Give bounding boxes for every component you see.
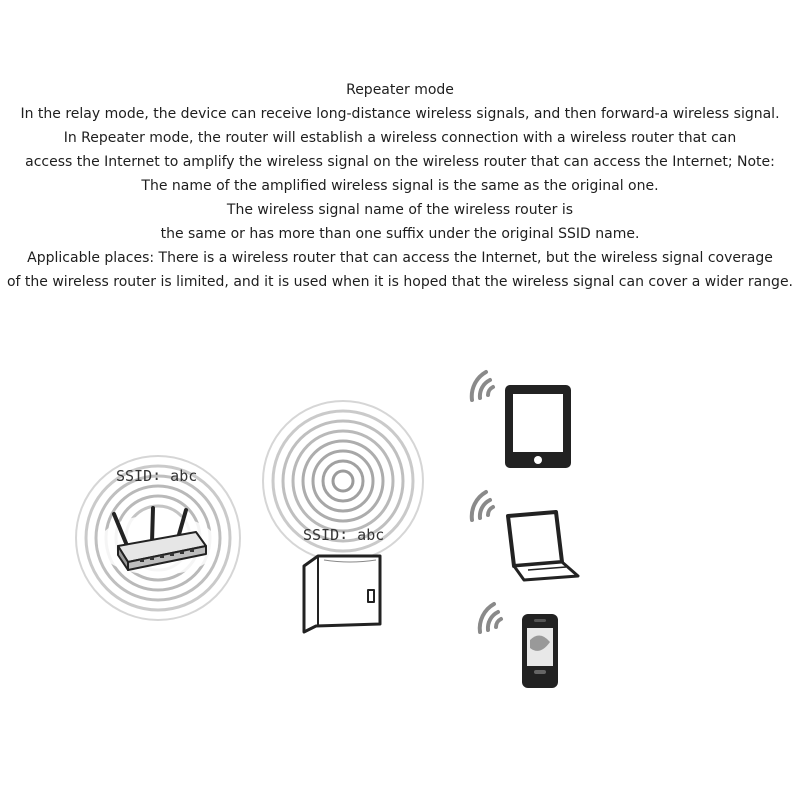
description-line: access the Internet to amplify the wireless signal on the wireless router that can access the Internet; Note: [25, 154, 775, 170]
description-line: In Repeater mode, the router will establish a wireless connection with a wireless router that can [63, 130, 737, 146]
smartphone-signal-icon [480, 604, 501, 632]
repeater-device-icon [304, 556, 380, 632]
laptop-icon [508, 512, 578, 580]
description-line: In the relay mode, the device can receive long-distance wireless signals, and then forward-a wireless signal. [20, 106, 780, 122]
repeater-ssid-label: SSID∶ abc [303, 526, 385, 544]
router-ssid-label: SSID∶ abc [116, 467, 198, 485]
tablet-icon [505, 385, 571, 468]
description-line: of the wireless router is limited, and it is used when it is hoped that the wireless signal can cover a wider range. [6, 274, 794, 290]
description-line: The name of the amplified wireless signal is the same as the original one. [141, 178, 659, 194]
smartphone-icon [522, 614, 558, 688]
description-line: the same or has more than one suffix under the original SSID name. [160, 226, 640, 242]
laptop-signal-icon [472, 492, 493, 520]
description-line: Applicable places: There is a wireless router that can access the Internet, but the wireless signal coverage [27, 250, 773, 266]
mode-title: Repeater mode [346, 82, 454, 98]
tablet-signal-icon [472, 372, 493, 400]
description-line: The wireless signal name of the wireless router is [226, 202, 574, 218]
